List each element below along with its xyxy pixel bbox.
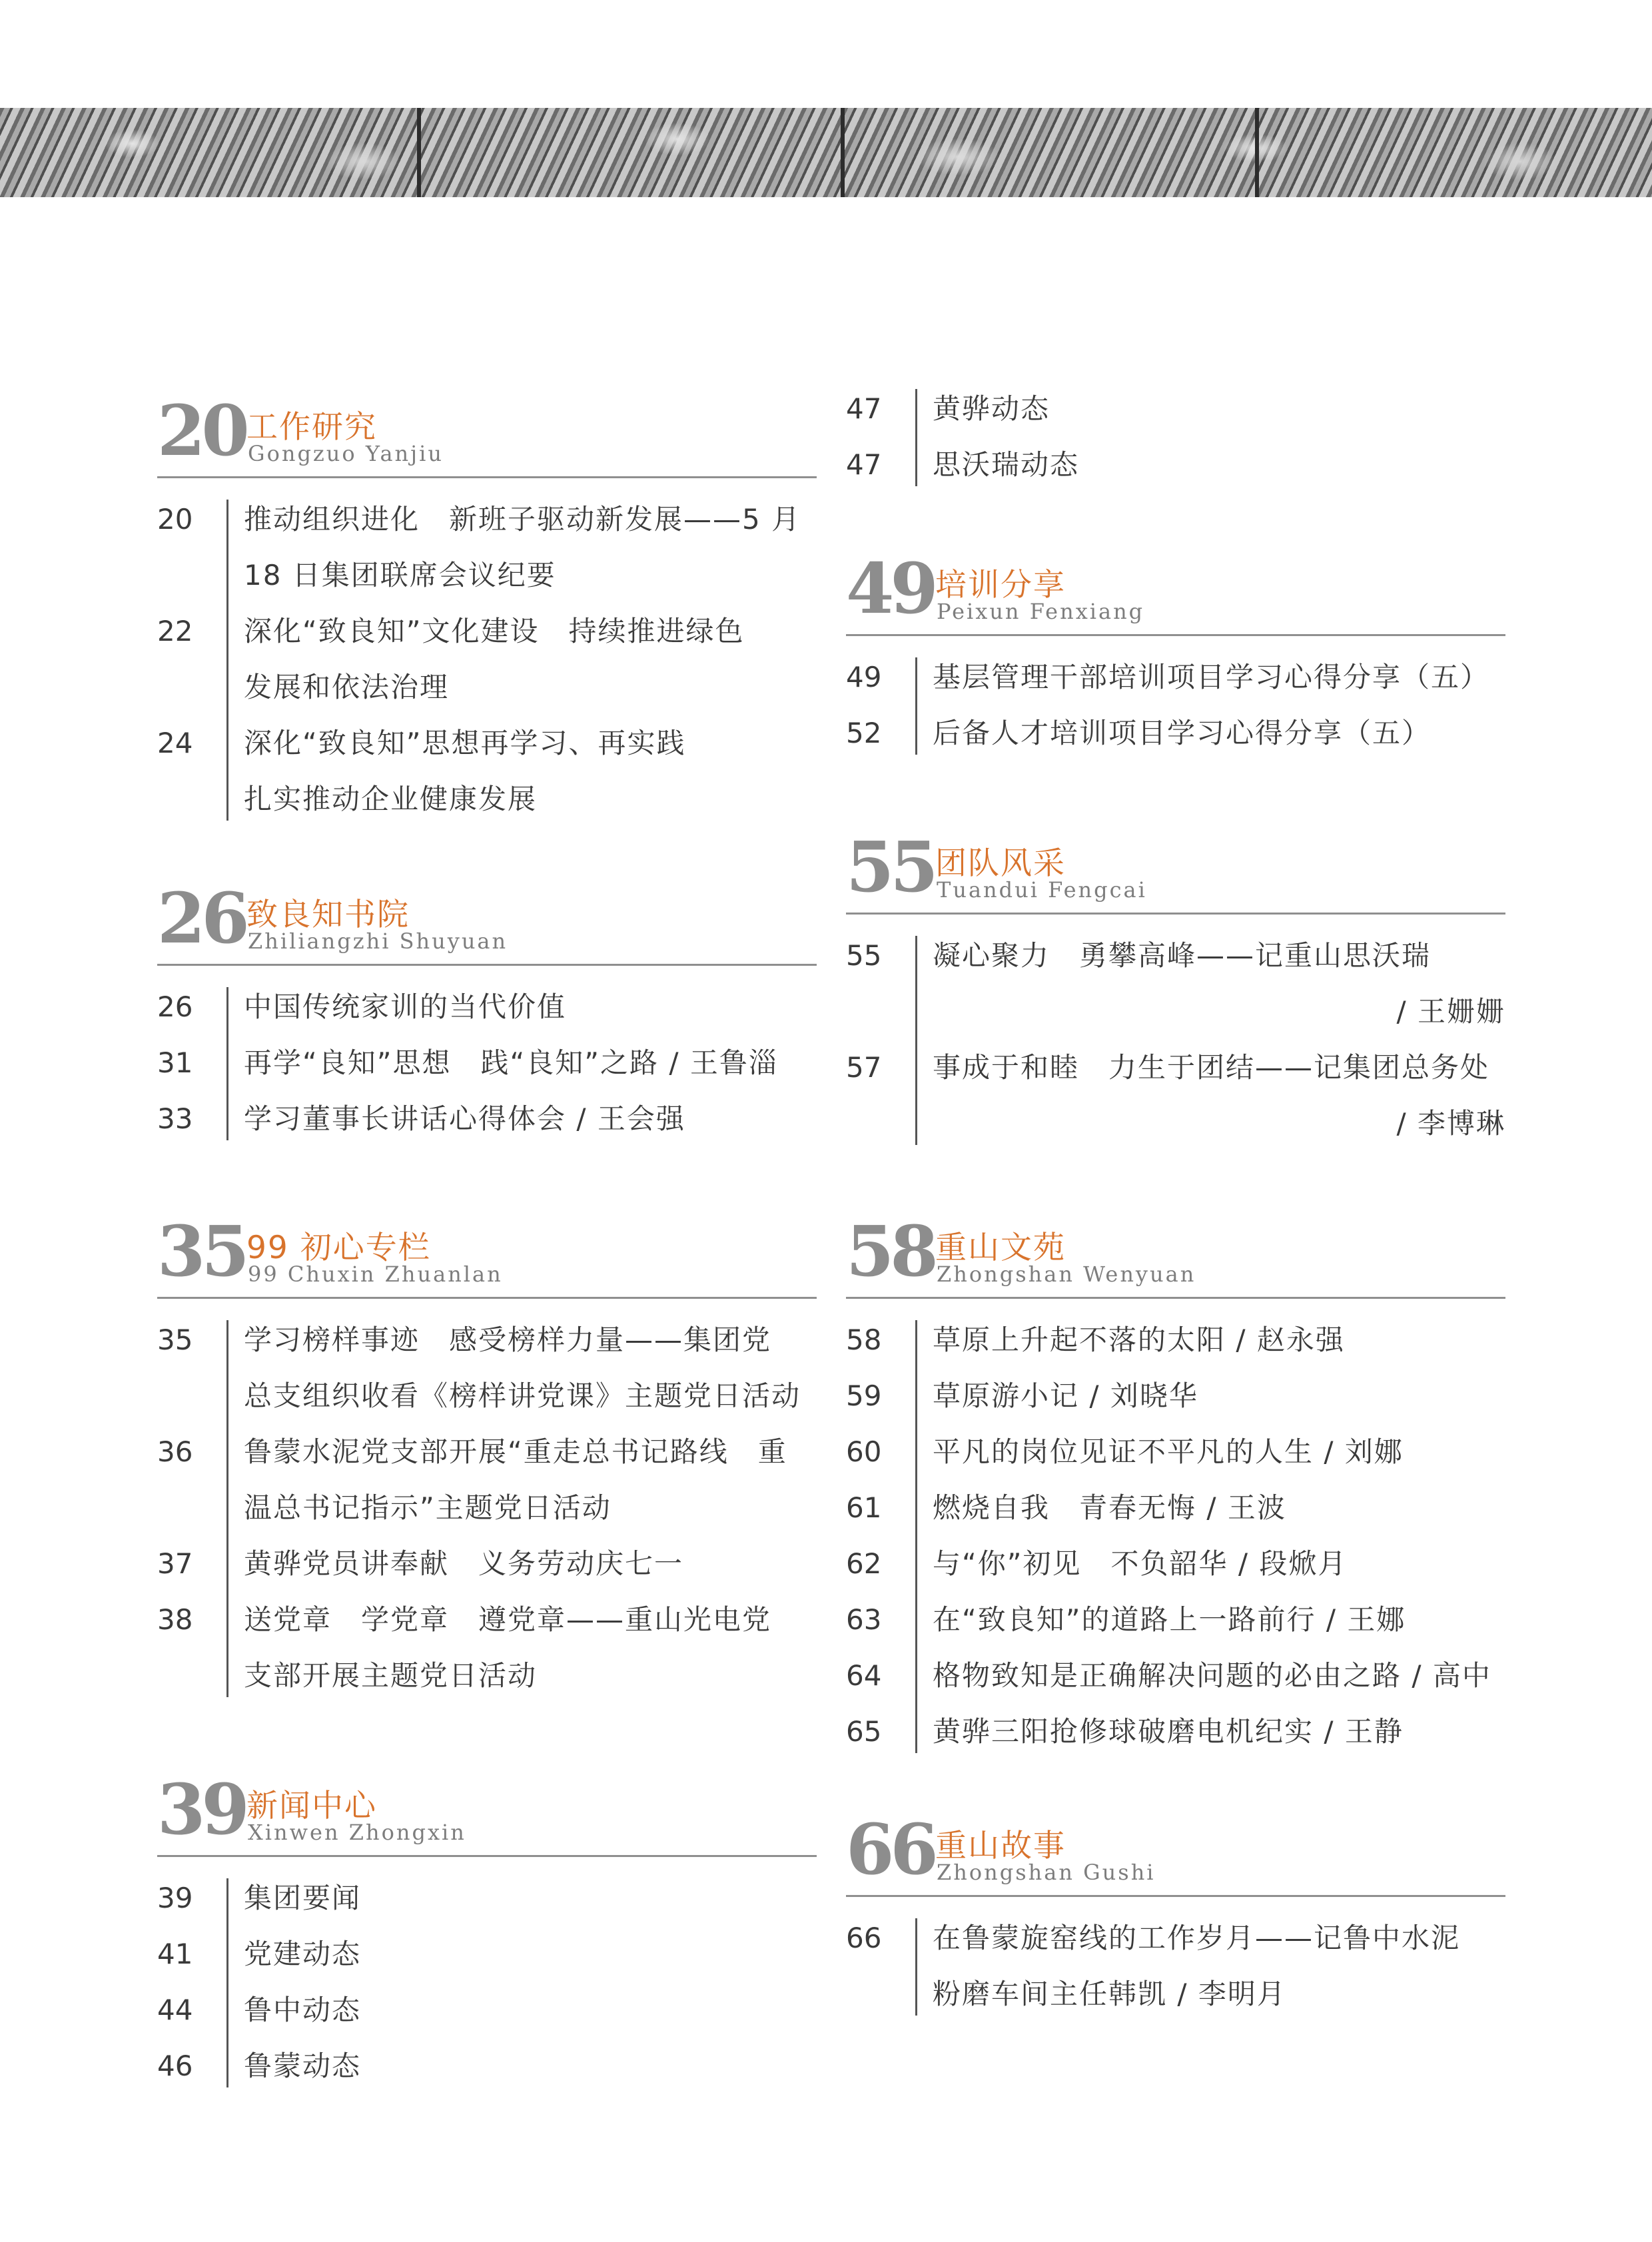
entry-title: 基层管理干部培训项目学习心得分享（五） xyxy=(933,661,1490,693)
entry-title: 在“致良知”的道路上一路前行 / 王娜 xyxy=(933,1603,1406,1636)
toc-entry[interactable] xyxy=(846,381,1505,437)
section-title: 重山故事 xyxy=(935,1828,1066,1864)
entry-page-number: 63 xyxy=(846,1603,882,1636)
entry-list xyxy=(846,928,1505,1152)
entry-title: 与“你”初见 不负韶华 / 段焮月 xyxy=(933,1547,1348,1580)
toc-entry[interactable] xyxy=(157,1035,817,1091)
entry-page-number: 62 xyxy=(846,1547,882,1580)
banner-seam xyxy=(417,108,421,197)
section-title: 新闻中心 xyxy=(246,1788,377,1824)
section-header xyxy=(157,1210,817,1299)
entry-title: 集团要闻 xyxy=(244,1882,362,1914)
entry-title: 格物致知是正确解决问题的必由之路 / 高中 xyxy=(933,1659,1491,1692)
decorative-banner xyxy=(0,108,1652,197)
entry-title: 黄骅三阳抢修球破磨电机纪实 / 王静 xyxy=(933,1715,1404,1748)
toc-entry[interactable] xyxy=(157,2038,817,2094)
entry-title: 在鲁蒙旋窑线的工作岁月——记鲁中水泥 粉磨车间主任韩凯 / 李明月 xyxy=(933,1922,1461,2010)
entry-list xyxy=(157,1312,817,1704)
section-pinyin: Peixun Fenxiang xyxy=(937,599,1145,624)
section-gushi xyxy=(846,1808,1505,2022)
entry-page-number: 66 xyxy=(846,1922,882,1954)
entry-page-number: 37 xyxy=(157,1547,193,1580)
entry-list xyxy=(846,1910,1505,2022)
entry-title: 鲁蒙动态 xyxy=(244,2050,362,2082)
toc-entry[interactable] xyxy=(846,1312,1505,1368)
entry-page-number: 33 xyxy=(157,1102,193,1135)
section-gongzuo xyxy=(157,390,817,827)
entry-page-number: 35 xyxy=(157,1323,193,1356)
entry-page-number: 58 xyxy=(846,1323,882,1356)
entry-page-number: 59 xyxy=(846,1379,882,1412)
section-number: 20 xyxy=(157,390,246,472)
entry-page-number: 65 xyxy=(846,1715,882,1748)
section-wenyuan xyxy=(846,1210,1505,1760)
entry-page-number: 47 xyxy=(846,448,882,481)
entry-title: 学习榜样事迹 感受榜样力量——集团党 总支组织收看《榜样讲党课》主题党日活动 xyxy=(244,1323,801,1412)
section-pinyin: Gongzuo Yanjiu xyxy=(248,441,444,466)
toc-entry[interactable] xyxy=(846,649,1505,705)
entry-page-number: 31 xyxy=(157,1046,193,1079)
section-number: 35 xyxy=(157,1210,246,1292)
toc-entry[interactable] xyxy=(157,603,817,715)
toc-entry[interactable] xyxy=(157,1926,817,1982)
toc-entry[interactable] xyxy=(846,705,1505,761)
entry-title: 学习董事长讲话心得体会 / 王会强 xyxy=(244,1102,685,1135)
entry-title: 草原上升起不落的太阳 / 赵永强 xyxy=(933,1323,1345,1356)
section-pinyin: Zhiliangzhi Shuyuan xyxy=(248,929,508,954)
toc-entry[interactable] xyxy=(846,1910,1505,2022)
entry-title: 深化“致良知”思想再学习、再实践 扎实推动企业健康发展 xyxy=(244,727,686,815)
toc-entry[interactable] xyxy=(157,1424,817,1536)
entry-title: 平凡的岗位见证不平凡的人生 / 刘娜 xyxy=(933,1435,1404,1468)
section-header xyxy=(157,877,817,966)
entry-page-number: 46 xyxy=(157,2050,193,2082)
entry-title: 推动组织进化 新班子驱动新发展——5 月 18 日集团联席会议纪要 xyxy=(244,503,801,591)
entry-page-number: 26 xyxy=(157,990,193,1023)
entry-page-number: 61 xyxy=(846,1491,882,1524)
section-pinyin: Tuandui Fengcai xyxy=(937,877,1147,903)
toc-entry[interactable] xyxy=(846,1480,1505,1536)
toc-entry[interactable] xyxy=(157,1536,817,1592)
section-title: 重山文苑 xyxy=(935,1230,1066,1266)
toc-entry[interactable] xyxy=(846,437,1505,493)
section-xinwen-continued xyxy=(846,381,1505,493)
section-header xyxy=(157,390,817,478)
entry-page-number: 38 xyxy=(157,1603,193,1636)
entry-list xyxy=(157,979,817,1147)
entry-title: 草原游小记 / 刘晓华 xyxy=(933,1379,1198,1412)
toc-entry[interactable] xyxy=(846,1592,1505,1648)
entry-title: 黄骅动态 xyxy=(933,392,1050,425)
entry-title: 深化“致良知”文化建设 持续推进绿色 发展和依法治理 xyxy=(244,615,745,703)
section-chuxin xyxy=(157,1210,817,1704)
section-number: 39 xyxy=(157,1768,246,1850)
entry-list xyxy=(846,381,1505,493)
section-number: 26 xyxy=(157,877,246,959)
toc-entry[interactable] xyxy=(157,979,817,1035)
section-number: 49 xyxy=(846,548,935,629)
entry-title: 鲁中动态 xyxy=(244,1994,362,2026)
toc-entry[interactable] xyxy=(846,928,1505,1040)
entry-title: 凝心聚力 勇攀高峰——记重山思沃瑞 xyxy=(933,939,1432,972)
entry-page-number: 36 xyxy=(157,1435,193,1468)
section-title: 培训分享 xyxy=(935,567,1066,603)
section-pinyin: Xinwen Zhongxin xyxy=(248,1820,466,1845)
banner-seam xyxy=(841,108,845,197)
toc-entry[interactable] xyxy=(157,1592,817,1704)
entry-author: / 王姗姗 xyxy=(1396,995,1505,1028)
toc-entry[interactable] xyxy=(157,492,817,603)
section-number: 55 xyxy=(846,826,935,908)
toc-entry[interactable] xyxy=(157,1982,817,2038)
toc-entry[interactable] xyxy=(846,1368,1505,1424)
section-header xyxy=(846,826,1505,915)
section-header xyxy=(157,1768,817,1857)
toc-entry[interactable] xyxy=(846,1704,1505,1760)
entry-page-number: 41 xyxy=(157,1938,193,1970)
entry-page-number: 20 xyxy=(157,503,193,536)
toc-entry[interactable] xyxy=(846,1536,1505,1592)
entry-title: 事成于和睦 力生于团结——记集团总务处 xyxy=(933,1051,1490,1084)
entry-title: 中国传统家训的当代价值 xyxy=(244,990,567,1023)
entry-page-number: 47 xyxy=(846,392,882,425)
entry-page-number: 64 xyxy=(846,1659,882,1692)
entry-title: 思沃瑞动态 xyxy=(933,448,1080,481)
section-number: 58 xyxy=(846,1210,935,1292)
section-xinwen xyxy=(157,1768,817,2094)
entry-list xyxy=(157,1870,817,2094)
entry-title: 送党章 学党章 遵党章——重山光电党 支部开展主题党日活动 xyxy=(244,1603,772,1692)
section-pinyin: Zhongshan Wenyuan xyxy=(937,1262,1196,1287)
entry-page-number: 60 xyxy=(846,1435,882,1468)
toc-entry[interactable] xyxy=(846,1648,1505,1704)
section-tuandui xyxy=(846,826,1505,1152)
toc-entry[interactable] xyxy=(157,1091,817,1147)
entry-title: 燃烧自我 青春无悔 / 王波 xyxy=(933,1491,1286,1524)
section-shuyuan xyxy=(157,877,817,1147)
banner-seam xyxy=(1255,108,1259,197)
section-title: 工作研究 xyxy=(246,409,377,446)
entry-page-number: 44 xyxy=(157,1994,193,2026)
section-header xyxy=(846,548,1505,636)
section-title: 团队风采 xyxy=(935,845,1066,882)
entry-list xyxy=(157,492,817,827)
entry-page-number: 22 xyxy=(157,615,193,647)
entry-title: 黄骅党员讲奉献 义务劳动庆七一 xyxy=(244,1547,684,1580)
entry-title: 后备人才培训项目学习心得分享（五） xyxy=(933,717,1432,749)
entry-title: 鲁蒙水泥党支部开展“重走总书记路线 重 温总书记指示”主题党日活动 xyxy=(244,1435,787,1524)
entry-page-number: 24 xyxy=(157,727,193,759)
section-title: 99 初心专栏 xyxy=(246,1230,431,1266)
toc-entry[interactable] xyxy=(846,1424,1505,1480)
entry-page-number: 57 xyxy=(846,1051,882,1084)
section-title: 致良知书院 xyxy=(246,897,410,933)
section-header xyxy=(846,1808,1505,1897)
entry-author: / 李博琳 xyxy=(1396,1107,1505,1140)
entry-page-number: 49 xyxy=(846,661,882,693)
section-peixun xyxy=(846,548,1505,761)
section-pinyin: Zhongshan Gushi xyxy=(937,1860,1156,1885)
section-pinyin: 99 Chuxin Zhuanlan xyxy=(248,1262,503,1287)
entry-page-number: 39 xyxy=(157,1882,193,1914)
toc-entry[interactable] xyxy=(157,1312,817,1424)
section-number: 66 xyxy=(846,1808,935,1890)
section-header xyxy=(846,1210,1505,1299)
entry-page-number: 55 xyxy=(846,939,882,972)
toc-entry[interactable] xyxy=(157,715,817,827)
entry-title: 再学“良知”思想 践“良知”之路 / 王鲁淄 xyxy=(244,1046,778,1079)
toc-entry[interactable] xyxy=(846,1040,1505,1152)
toc-entry[interactable] xyxy=(157,1870,817,1926)
entry-list xyxy=(846,649,1505,761)
entry-title: 党建动态 xyxy=(244,1938,362,1970)
entry-page-number: 52 xyxy=(846,717,882,749)
entry-list xyxy=(846,1312,1505,1760)
